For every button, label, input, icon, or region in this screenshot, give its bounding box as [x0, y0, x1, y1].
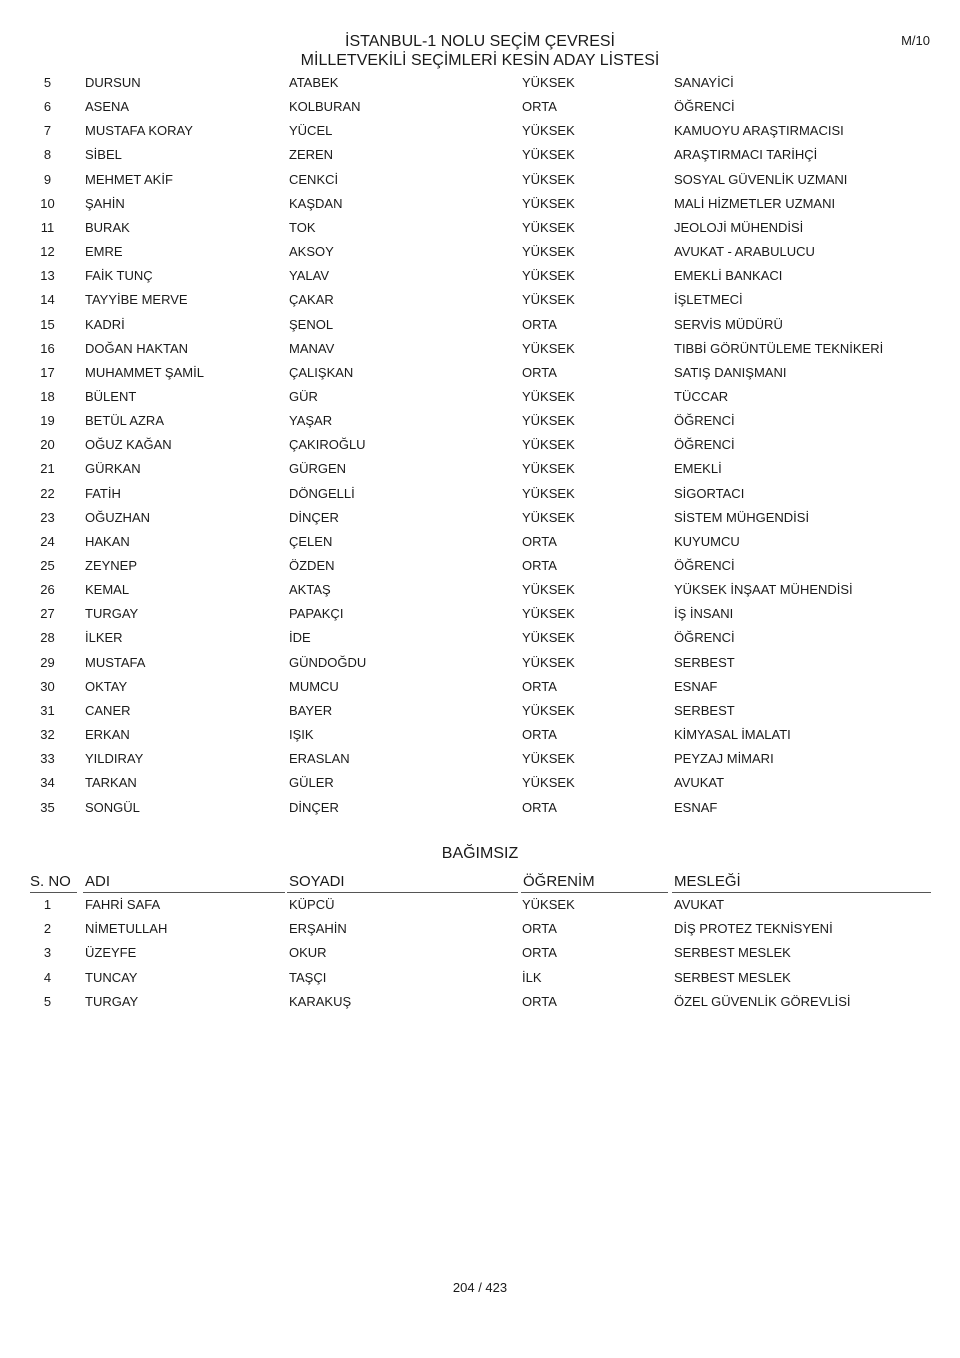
cell-ogrenim: YÜKSEK: [522, 219, 575, 235]
cell-meslek: TÜCCAR: [674, 388, 729, 404]
cell-meslek: SERBEST: [674, 702, 735, 718]
cell-adi: MEHMET AKİF: [85, 171, 173, 187]
cell-soyadi: KOLBURAN: [289, 99, 361, 115]
cell-soyadi: ÇAKAR: [289, 292, 334, 308]
table-row: [0, 701, 960, 721]
table-row: [0, 943, 960, 963]
cell-no: 10: [40, 195, 55, 211]
cell-ogrenim: YÜKSEK: [522, 292, 575, 308]
table-row: [0, 895, 960, 915]
cell-meslek: AVUKAT: [674, 897, 725, 912]
table-row: [0, 604, 960, 624]
table-row: [0, 459, 960, 479]
cell-no: 8: [43, 147, 52, 163]
cell-ogrenim: YÜKSEK: [522, 388, 575, 404]
cell-meslek: AVUKAT: [674, 775, 725, 791]
cell-adi: ERKAN: [85, 727, 130, 743]
table-row: [0, 484, 960, 504]
cell-soyadi: YAŞAR: [289, 413, 333, 429]
cell-no: 5: [43, 75, 52, 90]
cell-soyadi: GÜRGEN: [289, 461, 347, 477]
cell-soyadi: PAPAKÇI: [289, 606, 344, 622]
cell-meslek: EMEKLİ BANKACI: [674, 268, 783, 284]
table-row: [0, 798, 960, 818]
cell-adi: SİBEL: [85, 147, 122, 163]
cell-adi: FAHRİ SAFA: [85, 897, 161, 912]
cell-ogrenim: ORTA: [522, 364, 557, 380]
cell-adi: TUNCAY: [85, 969, 138, 985]
cell-meslek: SOSYAL GÜVENLİK UZMANI: [674, 171, 848, 187]
cell-meslek: ESNAF: [674, 678, 718, 694]
cell-meslek: İŞ İNSANI: [674, 606, 734, 622]
cell-no: 27: [40, 606, 55, 622]
cell-no: 20: [40, 437, 55, 453]
cell-ogrenim: YÜKSEK: [522, 897, 575, 912]
cell-adi: MUHAMMET ŞAMİL: [85, 364, 204, 380]
cell-ogrenim: YÜKSEK: [522, 751, 575, 767]
cell-no: 30: [40, 678, 55, 694]
cell-ogrenim: YÜKSEK: [522, 171, 575, 187]
cell-adi: ZEYNEP: [85, 558, 138, 573]
table-row: [0, 411, 960, 431]
cell-meslek: SİSTEM MÜHGENDİSİ: [674, 509, 810, 525]
cell-adi: BURAK: [85, 219, 130, 235]
page-code: M/10: [901, 33, 930, 48]
cell-adi: OĞUZHAN: [85, 509, 150, 525]
header-s-no: S. NO: [30, 872, 77, 893]
cell-ogrenim: ORTA: [522, 799, 557, 815]
cell-no: 11: [40, 219, 55, 235]
cell-soyadi: GÜNDOĞDU: [289, 654, 367, 670]
cell-no: 19: [40, 413, 55, 429]
cell-ogrenim: ORTA: [522, 533, 557, 549]
cell-adi: YILDIRAY: [85, 751, 144, 767]
cell-soyadi: ERŞAHİN: [289, 921, 347, 937]
cell-no: 4: [43, 969, 52, 985]
cell-no: 28: [40, 630, 55, 646]
cell-soyadi: TAŞÇI: [289, 969, 327, 985]
cell-soyadi: ÖZDEN: [289, 558, 335, 573]
table-row: [0, 194, 960, 214]
cell-ogrenim: YÜKSEK: [522, 268, 575, 284]
cell-soyadi: ATABEK: [289, 75, 339, 90]
independent-section-title: BAĞIMSIZ: [441, 845, 519, 862]
cell-soyadi: ŞENOL: [289, 316, 334, 332]
table-row: [0, 435, 960, 455]
cell-adi: MUSTAFA KORAY: [85, 123, 193, 139]
cell-no: 35: [40, 799, 55, 815]
cell-meslek: ÖĞRENCİ: [674, 630, 735, 646]
cell-ogrenim: YÜKSEK: [522, 582, 575, 598]
cell-soyadi: DİNÇER: [289, 509, 339, 525]
cell-meslek: KİMYASAL İMALATI: [674, 727, 791, 743]
cell-soyadi: ÇALIŞKAN: [289, 364, 354, 380]
cell-soyadi: TOK: [289, 219, 316, 235]
cell-meslek: PEYZAJ MİMARI: [674, 751, 774, 767]
cell-adi: KADRİ: [85, 316, 125, 332]
table-row: [0, 339, 960, 359]
cell-meslek: ÖĞRENCİ: [674, 413, 735, 429]
cell-meslek: YÜKSEK İNŞAAT MÜHENDİSİ: [674, 582, 853, 598]
page-number: 204 / 423: [452, 1280, 508, 1295]
cell-adi: TAYYİBE MERVE: [85, 292, 188, 308]
cell-adi: TARKAN: [85, 775, 137, 791]
cell-soyadi: ERASLAN: [289, 751, 350, 767]
cell-adi: NİMETULLAH: [85, 921, 168, 937]
cell-meslek: SATIŞ DANIŞMANI: [674, 364, 787, 380]
header-meslegi: MESLEĞİ: [672, 872, 931, 893]
table-row: [0, 121, 960, 141]
cell-soyadi: ÇELEN: [289, 533, 333, 549]
header-ogrenim: ÖĞRENİM: [521, 872, 668, 893]
table-row: [0, 580, 960, 600]
cell-meslek: ÖĞRENCİ: [674, 99, 735, 115]
cell-meslek: ÖZEL GÜVENLİK GÖREVLİSİ: [674, 993, 851, 1009]
cell-meslek: SİGORTACI: [674, 485, 745, 501]
cell-ogrenim: YÜKSEK: [522, 340, 575, 356]
cell-ogrenim: ORTA: [522, 727, 557, 743]
cell-meslek: İŞLETMECİ: [674, 292, 743, 308]
table-row: [0, 919, 960, 939]
table-row: [0, 508, 960, 528]
cell-ogrenim: YÜKSEK: [522, 244, 575, 260]
cell-no: 32: [40, 727, 55, 743]
cell-meslek: EMEKLİ: [674, 461, 722, 477]
cell-no: 7: [43, 123, 52, 139]
cell-adi: ŞAHİN: [85, 195, 125, 211]
cell-ogrenim: YÜKSEK: [522, 147, 575, 163]
table-row: [0, 532, 960, 552]
cell-meslek: ESNAF: [674, 799, 718, 815]
cell-soyadi: GÜR: [289, 388, 318, 404]
table-row: [0, 387, 960, 407]
cell-ogrenim: YÜKSEK: [522, 413, 575, 429]
cell-soyadi: MANAV: [289, 340, 335, 356]
cell-soyadi: CENKCİ: [289, 171, 339, 187]
table-row: [0, 968, 960, 988]
cell-no: 12: [40, 244, 55, 260]
cell-ogrenim: YÜKSEK: [522, 606, 575, 622]
cell-meslek: TIBBİ GÖRÜNTÜLEME TEKNİKERİ: [674, 340, 884, 356]
cell-meslek: ARAŞTIRMACI TARİHÇİ: [674, 147, 818, 163]
table-row: [0, 773, 960, 793]
cell-no: 26: [40, 582, 55, 598]
cell-ogrenim: ORTA: [522, 678, 557, 694]
cell-adi: FATİH: [85, 485, 121, 501]
cell-no: 13: [40, 268, 55, 284]
cell-adi: OĞUZ KAĞAN: [85, 437, 172, 453]
cell-adi: OKTAY: [85, 678, 128, 694]
cell-adi: BÜLENT: [85, 388, 137, 404]
cell-ogrenim: YÜKSEK: [522, 461, 575, 477]
cell-meslek: AVUKAT - ARABULUCU: [674, 244, 815, 260]
cell-meslek: SANAYİCİ: [674, 75, 734, 90]
table-row: [0, 677, 960, 697]
cell-soyadi: YALAV: [289, 268, 329, 284]
cell-ogrenim: YÜKSEK: [522, 437, 575, 453]
document-title: İSTANBUL-1 NOLU SEÇİM ÇEVRESİ: [345, 33, 615, 50]
cell-soyadi: BAYER: [289, 702, 333, 718]
cell-no: 23: [40, 509, 55, 525]
cell-ogrenim: ORTA: [522, 945, 557, 961]
table-row: [0, 290, 960, 310]
cell-soyadi: GÜLER: [289, 775, 334, 791]
cell-soyadi: IŞIK: [289, 727, 314, 743]
cell-no: 9: [43, 171, 52, 187]
cell-no: 16: [40, 340, 55, 356]
header-adi: ADI: [83, 872, 285, 893]
table-row: [0, 242, 960, 262]
cell-adi: CANER: [85, 702, 131, 718]
cell-ogrenim: YÜKSEK: [522, 702, 575, 718]
cell-no: 5: [43, 993, 52, 1009]
cell-soyadi: KARAKUŞ: [289, 993, 352, 1009]
cell-soyadi: OKUR: [289, 945, 327, 961]
cell-ogrenim: ORTA: [522, 558, 557, 573]
cell-adi: KEMAL: [85, 582, 130, 598]
cell-no: 14: [40, 292, 55, 308]
cell-soyadi: DİNÇER: [289, 799, 339, 815]
cell-no: 6: [43, 99, 52, 115]
cell-meslek: SERBEST: [674, 654, 735, 670]
table-row: [0, 749, 960, 769]
cell-meslek: SERBEST MESLEK: [674, 945, 791, 961]
cell-soyadi: AKSOY: [289, 244, 334, 260]
cell-meslek: KAMUOYU ARAŞTIRMACISI: [674, 123, 844, 139]
cell-no: 31: [40, 702, 55, 718]
cell-adi: GÜRKAN: [85, 461, 141, 477]
cell-adi: ÜZEYFE: [85, 945, 137, 961]
cell-adi: BETÜL AZRA: [85, 413, 164, 429]
table-row: [0, 992, 960, 1012]
cell-no: 3: [43, 945, 52, 961]
cell-no: 29: [40, 654, 55, 670]
cell-meslek: DİŞ PROTEZ TEKNİSYENİ: [674, 921, 833, 937]
cell-soyadi: DÖNGELLİ: [289, 485, 355, 501]
table-row: [0, 653, 960, 673]
cell-ogrenim: YÜKSEK: [522, 630, 575, 646]
cell-adi: SONGÜL: [85, 799, 140, 815]
cell-adi: TURGAY: [85, 606, 139, 622]
cell-ogrenim: ORTA: [522, 99, 557, 115]
cell-no: 2: [43, 921, 52, 937]
cell-no: 17: [40, 364, 55, 380]
cell-no: 34: [40, 775, 55, 791]
cell-adi: TURGAY: [85, 993, 139, 1009]
cell-adi: HAKAN: [85, 533, 130, 549]
cell-ogrenim: İLK: [522, 969, 542, 985]
table-row: [0, 628, 960, 648]
cell-adi: MUSTAFA: [85, 654, 146, 670]
cell-meslek: JEOLOJİ MÜHENDİSİ: [674, 219, 804, 235]
table-row: [0, 97, 960, 117]
cell-meslek: SERBEST MESLEK: [674, 969, 791, 985]
table-row: [0, 315, 960, 335]
cell-adi: EMRE: [85, 244, 123, 260]
cell-no: 33: [40, 751, 55, 767]
cell-meslek: ÖĞRENCİ: [674, 437, 735, 453]
cell-no: 22: [40, 485, 55, 501]
cell-ogrenim: YÜKSEK: [522, 654, 575, 670]
cell-ogrenim: YÜKSEK: [522, 775, 575, 791]
table-row: [0, 73, 960, 93]
cell-soyadi: AKTAŞ: [289, 582, 331, 598]
cell-ogrenim: YÜKSEK: [522, 509, 575, 525]
table-row: [0, 145, 960, 165]
cell-soyadi: ÇAKIROĞLU: [289, 437, 366, 453]
cell-no: 15: [40, 316, 55, 332]
cell-adi: FAİK TUNÇ: [85, 268, 153, 284]
cell-no: 1: [43, 897, 52, 912]
cell-no: 21: [40, 461, 55, 477]
cell-no: 18: [40, 388, 55, 404]
cell-meslek: MALİ HİZMETLER UZMANI: [674, 195, 836, 211]
cell-adi: ASENA: [85, 99, 130, 115]
cell-ogrenim: YÜKSEK: [522, 75, 575, 90]
cell-no: 24: [40, 533, 55, 549]
cell-soyadi: KAŞDAN: [289, 195, 343, 211]
cell-meslek: KUYUMCU: [674, 533, 740, 549]
table-row: [0, 725, 960, 745]
cell-meslek: SERVİS MÜDÜRÜ: [674, 316, 783, 332]
table-row: [0, 170, 960, 190]
cell-ogrenim: ORTA: [522, 316, 557, 332]
header-soyadi: SOYADI: [287, 872, 518, 893]
cell-ogrenim: ORTA: [522, 993, 557, 1009]
table-row: [0, 363, 960, 383]
cell-soyadi: ZEREN: [289, 147, 334, 163]
cell-ogrenim: YÜKSEK: [522, 485, 575, 501]
table-row: [0, 266, 960, 286]
cell-adi: DOĞAN HAKTAN: [85, 340, 189, 356]
cell-soyadi: KÜPCÜ: [289, 897, 335, 912]
cell-soyadi: İDE: [289, 630, 311, 646]
table-row: [0, 218, 960, 238]
cell-ogrenim: ORTA: [522, 921, 557, 937]
cell-soyadi: YÜCEL: [289, 123, 333, 139]
cell-meslek: ÖĞRENCİ: [674, 558, 735, 573]
cell-no: 25: [40, 558, 55, 573]
cell-adi: İLKER: [85, 630, 123, 646]
table-row: [0, 556, 960, 576]
cell-adi: DURSUN: [85, 75, 141, 90]
cell-ogrenim: YÜKSEK: [522, 123, 575, 139]
document-subtitle: MİLLETVEKİLİ SEÇİMLERİ KESİN ADAY LİSTESİ: [300, 52, 660, 69]
cell-ogrenim: YÜKSEK: [522, 195, 575, 211]
cell-soyadi: MUMCU: [289, 678, 339, 694]
